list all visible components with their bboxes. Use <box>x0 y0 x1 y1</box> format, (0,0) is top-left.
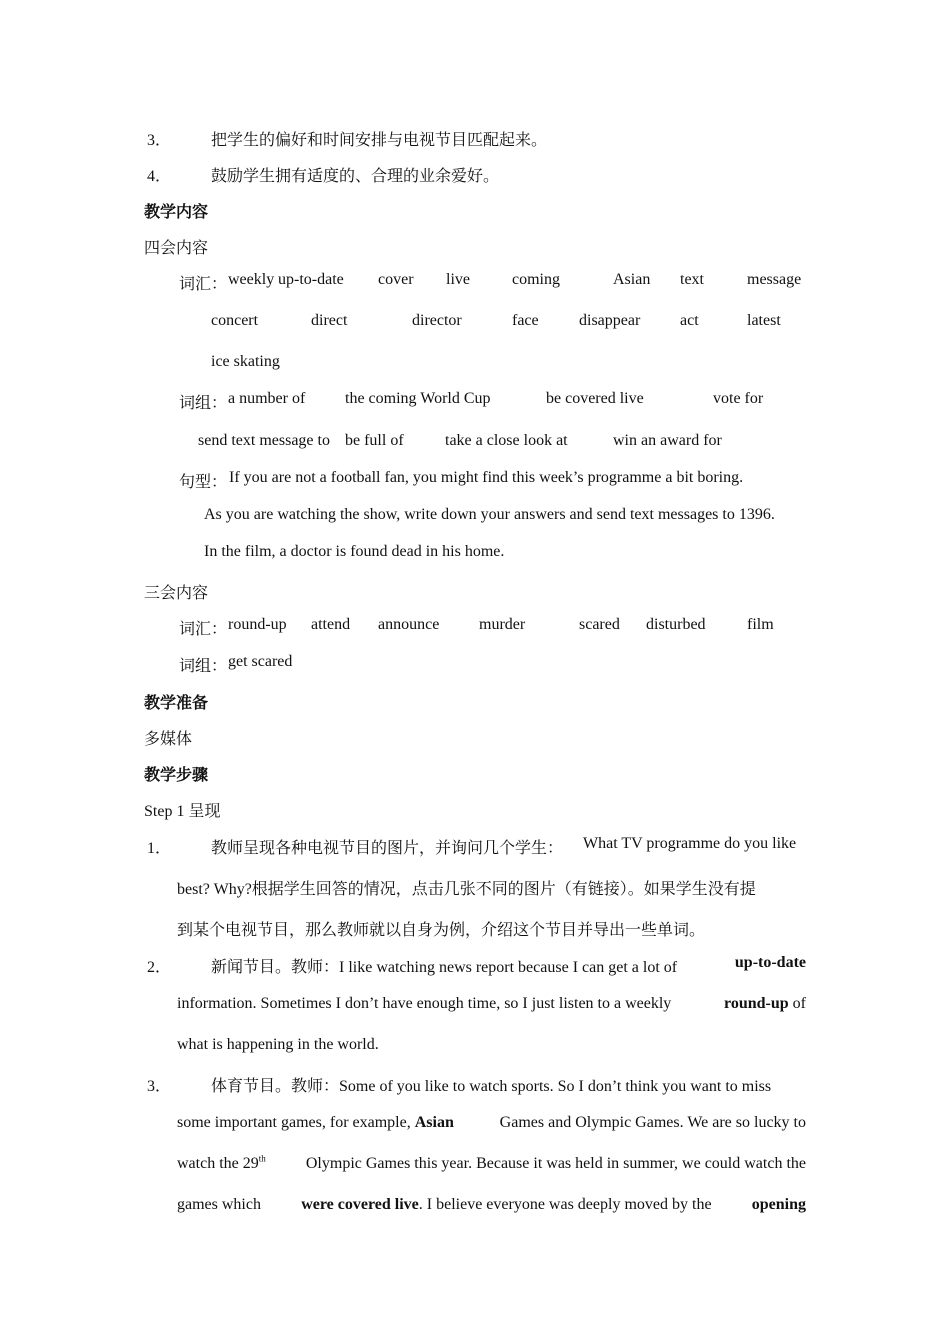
step-item-line <box>177 1114 806 1132</box>
vocab-word: scared <box>579 616 620 633</box>
vocab-word: murder <box>479 616 526 633</box>
step-item-text: Olympic Games this year. Because it was held in summer, we could watch the <box>305 1155 806 1172</box>
vocab-word: coming <box>512 271 560 288</box>
vocab-word: text <box>680 271 704 288</box>
step-item-text: Games and Olympic Games. We are so lucky to <box>499 1114 806 1131</box>
vocab-word: director <box>412 312 462 329</box>
goal-text: 把学生的偏好和时间安排与电视节目匹配起来。 <box>211 132 548 149</box>
vocab-word: film <box>747 616 774 633</box>
phrase: the coming World Cup <box>345 390 491 407</box>
phrase: a number of <box>228 390 306 407</box>
phrase-label: 词组： <box>179 395 228 412</box>
vocab-word: act <box>680 312 699 329</box>
phrase: send text message to <box>198 432 330 449</box>
vocab-word: ice skating <box>211 353 280 370</box>
step-item-line <box>177 1155 806 1173</box>
step-item-text: . I believe everyone was deeply moved by the <box>418 1196 712 1213</box>
ordinal-superscript: th <box>258 1153 266 1164</box>
step-item-text: information. Sometimes I don’t have enough time, so I just listen to a weekly <box>177 995 672 1012</box>
step-item-number: 1． <box>147 840 172 857</box>
step-item-bold: round-up <box>724 995 789 1012</box>
step-item-text: 体育节目。教师：Some of you like to watch sports. So I don’t think you want to miss <box>211 1078 772 1095</box>
step-item-text: of <box>792 995 806 1012</box>
subheading-four-skill: 四会内容 <box>144 240 209 257</box>
step-item-bold: were covered live <box>301 1196 419 1213</box>
goal-number: 4． <box>147 168 172 185</box>
vocab-word: face <box>512 312 539 329</box>
vocab-word: latest <box>747 312 781 329</box>
step-item-text: some important games, for example, <box>177 1114 411 1131</box>
vocab-word: cover <box>378 271 414 288</box>
section-heading-content: 教学内容 <box>144 204 209 221</box>
vocab-word: concert <box>211 312 259 329</box>
phrase: vote for <box>713 390 764 407</box>
vocab-word: message <box>747 271 802 288</box>
step-item-number: 3． <box>147 1078 172 1095</box>
step-item-text: 新闻节目。教师：I like watching news report because I can get a lot of <box>211 959 678 976</box>
step-item-bold: Asian <box>414 1114 454 1131</box>
phrase: be covered live <box>546 390 644 407</box>
phrase: get scared <box>228 653 293 670</box>
step-item-text: what is happening in the world. <box>177 1036 379 1053</box>
section-heading-prep: 教学准备 <box>144 695 209 712</box>
vocab-word: announce <box>378 616 440 633</box>
sentence-pattern: In the film, a doctor is found dead in his home. <box>204 543 505 560</box>
vocab-label: 词汇： <box>179 276 228 293</box>
vocab-label: 词汇： <box>179 621 228 638</box>
step-item-line <box>177 995 806 1013</box>
subheading-three-skill: 三会内容 <box>144 585 209 602</box>
vocab-word: Asian <box>613 271 651 288</box>
phrase-label: 词组： <box>179 658 228 675</box>
step-item-text: 教师呈现各种电视节目的图片，并询问几个学生： <box>211 840 564 857</box>
step-item-number: 2． <box>147 959 172 976</box>
step-item-line <box>211 954 806 977</box>
vocab-word: weekly <box>228 271 275 288</box>
vocab-word: disappear <box>579 312 641 329</box>
vocab-word: live <box>446 271 470 288</box>
vocab-word: attend <box>311 616 351 633</box>
step-item-bold: opening <box>751 1196 806 1213</box>
goal-number: 3． <box>147 132 172 149</box>
sentence-pattern: As you are watching the show, write down your answers and send text messages to 1396. <box>204 506 775 523</box>
phrase: win an award for <box>613 432 722 449</box>
step-item-text: What TV programme do you like <box>583 835 797 852</box>
phrase: take a close look at <box>445 432 568 449</box>
sentence-pattern: If you are not a football fan, you might find this week’s programme a bit boring. <box>229 469 744 486</box>
step-item-text: best? Why?根据学生回答的情况，点击几张不同的图片（有链接）。如果学生没有提 <box>177 881 756 898</box>
vocab-word: direct <box>311 312 348 329</box>
step-title: Step 1 呈现 <box>144 803 221 820</box>
step-item-text: 到某个电视节目，那么教师就以自身为例，介绍这个节目并导出一些单词。 <box>177 922 706 939</box>
vocab-word: up-to-date <box>278 271 344 288</box>
prep-text: 多媒体 <box>144 731 193 748</box>
goal-text: 鼓励学生拥有适度的、合理的业余爱好。 <box>211 168 500 185</box>
vocab-word: disturbed <box>646 616 706 633</box>
step-item-text: games which <box>177 1196 261 1213</box>
step-item-text: watch the 29 <box>177 1155 259 1172</box>
sentence-label: 句型： <box>179 474 228 491</box>
phrase: be full of <box>345 432 404 449</box>
vocab-word: round-up <box>228 616 287 633</box>
step-item-bold: up-to-date <box>734 954 806 971</box>
step-item-line <box>177 1196 806 1214</box>
section-heading-steps: 教学步骤 <box>144 767 209 784</box>
